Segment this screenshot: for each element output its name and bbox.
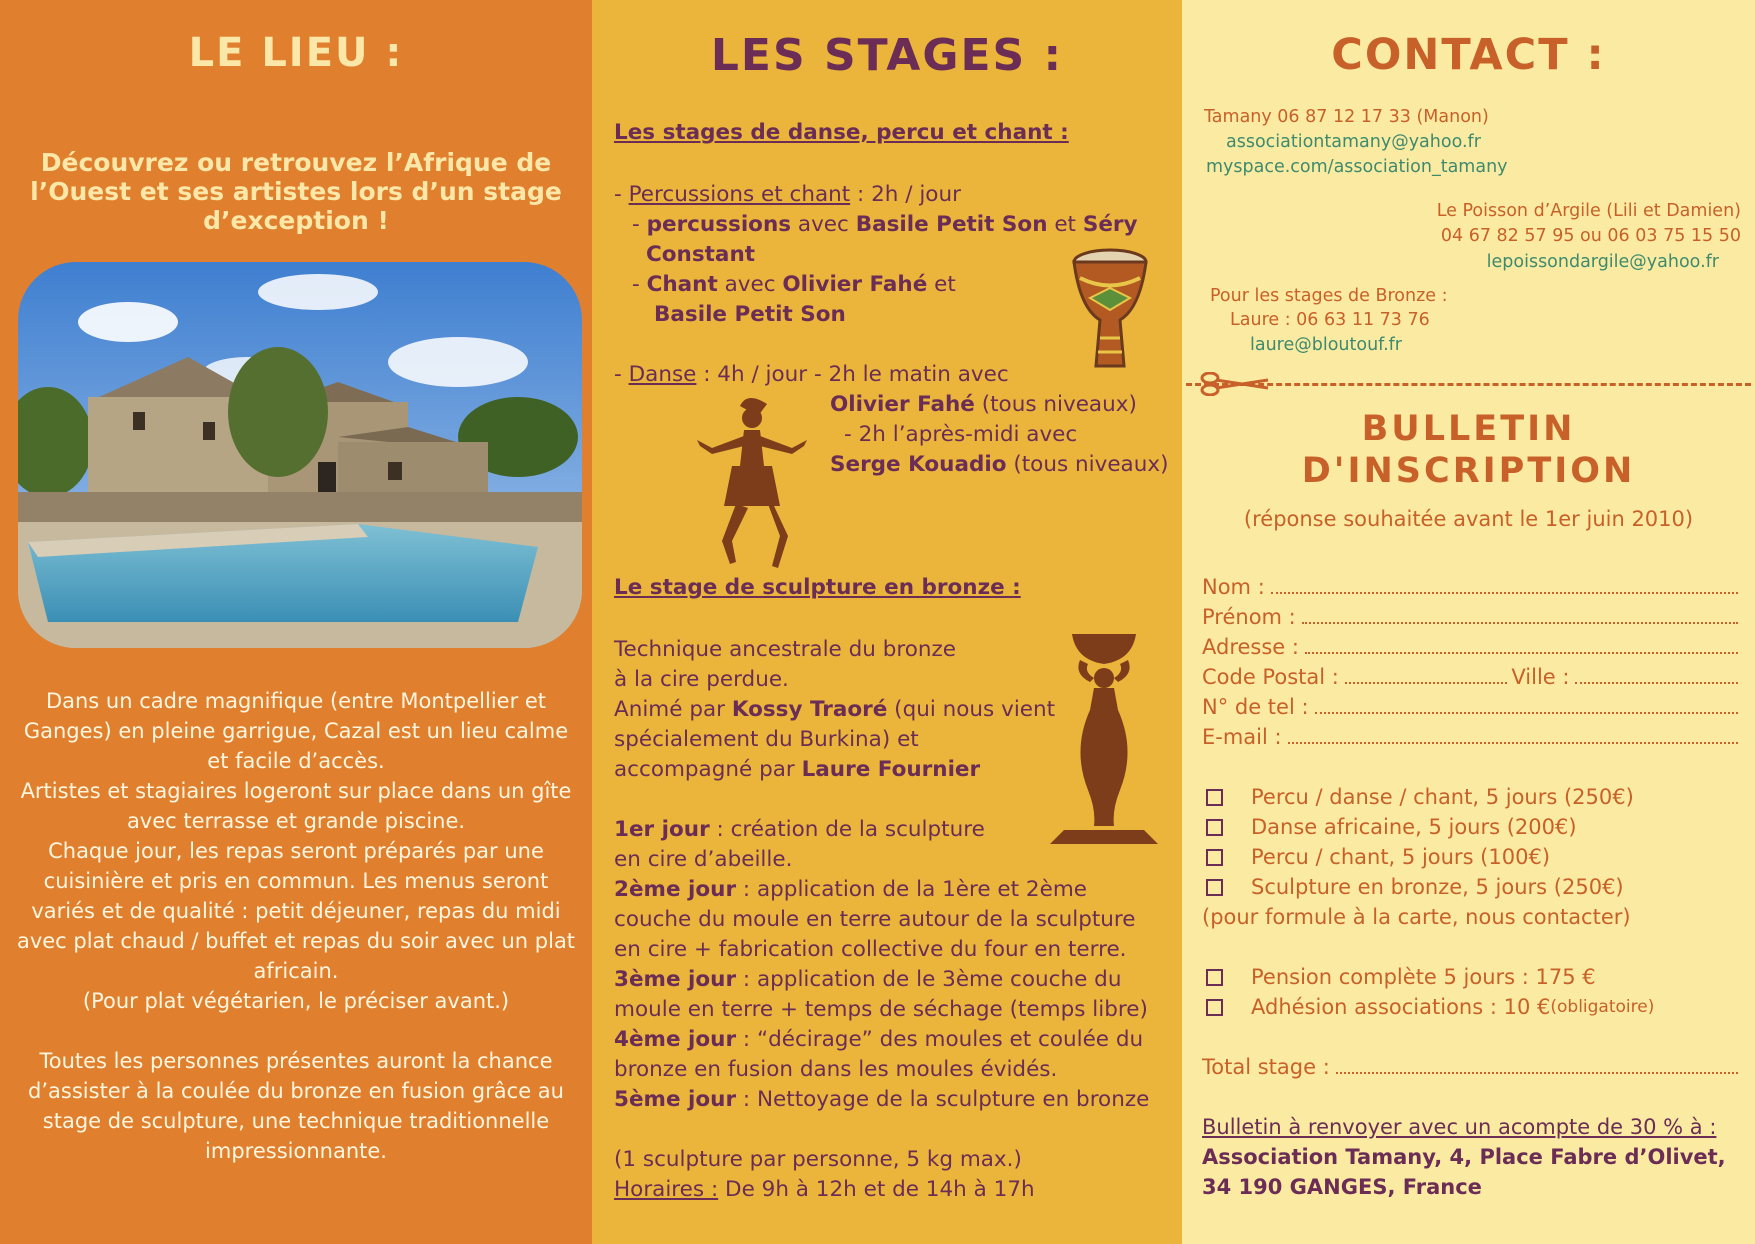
contact-poisson-email[interactable]: lepoissondargile@yahoo.fr <box>1486 252 1719 272</box>
bronze-statue-icon <box>1044 630 1164 854</box>
chant-word: Chant <box>646 272 718 297</box>
options-list <box>1202 782 1742 932</box>
option-label: Pension complète 5 jours : 175 € <box>1251 965 1596 989</box>
dancer-icon <box>692 396 812 575</box>
option-percu-chant[interactable] <box>1202 842 1742 872</box>
danse-line: - Danse : 4h / jour - 2h le matin avec <box>614 362 1009 387</box>
option-pension[interactable] <box>1202 962 1742 992</box>
day-4 <box>614 1025 1143 1055</box>
tel-line[interactable] <box>1315 692 1738 714</box>
bronze-text-2: à la cire perdue. <box>614 667 789 692</box>
bulletin-deadline: (réponse souhaitée avant le 1er juin 2010) <box>1243 507 1694 531</box>
contact-poisson-tel: 04 67 82 57 95 ou 06 03 75 15 50 <box>1440 226 1741 246</box>
contact-tamany-email[interactable]: associationtamany@yahoo.fr <box>1226 132 1481 152</box>
danse-label: Danse <box>628 362 697 387</box>
bulletin-title-1: BULLETIN <box>1361 409 1576 449</box>
option-adhesion[interactable] <box>1202 992 1742 1022</box>
chant-teacher-2 <box>654 300 846 330</box>
percu-teacher-2 <box>646 240 755 270</box>
email-field[interactable] <box>1202 722 1742 752</box>
teacher-laure: Laure Fournier <box>801 757 981 782</box>
day-1-cont: en cire d’abeille. <box>614 847 793 872</box>
niveaux: (tous niveaux) <box>974 392 1137 417</box>
checkbox[interactable] <box>1206 999 1223 1016</box>
et: et <box>1047 212 1083 237</box>
obligatoire-note: (obligatoire) <box>1550 997 1655 1017</box>
prenom-field[interactable] <box>1202 602 1742 632</box>
day-5-label: 5ème jour <box>614 1087 737 1112</box>
day-1-label: 1er jour <box>614 817 710 842</box>
teacher-basile-2: Basile Petit Son <box>654 302 846 327</box>
day-2-label: 2ème jour <box>614 877 737 902</box>
et: et <box>927 272 956 297</box>
cp-ville-field[interactable] <box>1202 662 1742 692</box>
nom-field[interactable] <box>1202 572 1742 602</box>
day-2 <box>614 875 1087 905</box>
danse-afternoon: - 2h l’après-midi avec <box>844 422 1078 447</box>
prenom-line[interactable] <box>1302 602 1738 624</box>
anime-par: Animé par <box>614 697 732 722</box>
teacher-kossy: Kossy Traoré <box>731 697 888 722</box>
cp-label: Code Postal : <box>1202 665 1339 689</box>
email-line[interactable] <box>1288 722 1738 744</box>
teacher-olivier-2: Olivier Fahé <box>830 392 975 417</box>
ville-label: Ville : <box>1511 665 1570 689</box>
horaires-text: De 9h à 12h et de 14h à 17h <box>718 1177 1035 1202</box>
tel-field[interactable] <box>1202 692 1742 722</box>
contact-poisson: Le Poisson d’Argile (Lili et Damien) <box>1436 201 1741 221</box>
spacer <box>16 1016 576 1046</box>
bronze-text-1: Technique ancestrale du bronze <box>614 637 957 662</box>
horaires-label: Horaires : <box>614 1177 719 1202</box>
bronze-heading: Le stage de sculpture en bronze : <box>614 575 1021 600</box>
percu-label: Percussions et chant <box>628 182 851 207</box>
lieu-intro: Découvrez ou retrouvez l’Afrique de l’Ouest et ses artistes lors d’un stage d’exception ! <box>30 148 562 235</box>
day-2-text: : application de la 1ère et 2ème <box>736 877 1088 902</box>
lieu-description <box>16 686 576 1166</box>
nom-line[interactable] <box>1271 572 1738 594</box>
checkbox[interactable] <box>1206 819 1223 836</box>
avec: avec <box>791 212 856 237</box>
checkbox[interactable] <box>1206 969 1223 986</box>
danse-teacher-1 <box>830 390 1137 420</box>
option-label: Sculpture en bronze, 5 jours (250€) <box>1251 875 1624 899</box>
cp-line[interactable] <box>1345 662 1508 684</box>
lieu-text-5: Toutes les personnes présentes auront la chance d’assister à la coulée du bronze en fusion grâce au stage de sculpture, une technique traditionnelle impressionnante. <box>28 1049 564 1163</box>
bulletin-form <box>1202 572 1742 752</box>
contact-bronze-label: Pour les stages de Bronze : <box>1210 286 1448 306</box>
bulletin-title-2: D'INSCRIPTION <box>1301 451 1636 491</box>
checkbox[interactable] <box>1206 849 1223 866</box>
scissors-icon <box>1200 372 1272 400</box>
day-4-label: 4ème jour <box>614 1027 737 1052</box>
danse-time: : 4h / jour - 2h le matin avec <box>696 362 1009 387</box>
address-line-1: Association Tamany, 4, Place Fabre d’Olivet, <box>1202 1145 1726 1169</box>
horaires <box>614 1175 1035 1205</box>
percu-word: percussions <box>646 212 792 237</box>
vient: (qui nous vient <box>887 697 1056 722</box>
carte-note: (pour formule à la carte, nous contacter) <box>1202 905 1631 929</box>
lieu-text-2: Artistes et stagiaires logeront sur place dans un gîte avec terrasse et grande piscine. <box>20 779 572 833</box>
option-label: Percu / danse / chant, 5 jours (250€) <box>1251 785 1634 809</box>
chant-teachers: - Chant avec Olivier Fahé et <box>632 272 956 297</box>
checkbox[interactable] <box>1206 789 1223 806</box>
lieu-text-1: Dans un cadre magnifique (entre Montpellier et Ganges) en pleine garrigue, Cazal est un lieu calme et facile d’accès. <box>23 689 569 773</box>
address-line-2: 34 190 GANGES, France <box>1202 1175 1482 1199</box>
danse-heading: Les stages de danse, percu et chant : <box>614 120 1069 145</box>
prenom-label: Prénom : <box>1202 605 1296 629</box>
nom-label: Nom : <box>1202 575 1265 599</box>
day-5 <box>614 1085 1149 1115</box>
tel-label: N° de tel : <box>1202 695 1309 719</box>
lieu-text-3: Chaque jour, les repas seront préparés par une cuisinière et pris en commun. Les menus seront variés et de qualité : petit déjeuner, repas du midi avec plat chaud / buffet et repas du soir avec un plat africain. <box>16 839 576 983</box>
contact-laure-email[interactable]: laure@bloutouf.fr <box>1250 335 1402 355</box>
accompagne-par: accompagné par <box>614 757 802 782</box>
checkbox[interactable] <box>1206 879 1223 896</box>
email-label: E-mail : <box>1202 725 1282 749</box>
niveaux: (tous niveaux) <box>1006 452 1169 477</box>
option-danse[interactable] <box>1202 812 1742 842</box>
stages-column <box>592 0 1182 1244</box>
ville-line[interactable] <box>1575 662 1738 684</box>
lieu-text-4: (Pour plat végétarien, le préciser avant.) <box>82 989 510 1013</box>
lieu-title: LE LIEU : <box>188 30 404 76</box>
contact-title: CONTACT : <box>1331 30 1606 80</box>
total-field[interactable] <box>1202 1052 1742 1082</box>
bronze-text-4: spécialement du Burkina) et <box>614 727 919 752</box>
day-1-text: : création de la sculpture <box>709 817 985 842</box>
teacher-serge: Serge Kouadio <box>830 452 1007 477</box>
avec: avec <box>717 272 783 297</box>
option-label: Adhésion associations : 10 € <box>1251 995 1551 1019</box>
teacher-constant: Constant <box>646 242 756 267</box>
total-label: Total stage : <box>1202 1055 1330 1079</box>
day-4-cont: bronze en fusion dans les moules évidés. <box>614 1057 1058 1082</box>
adresse-line[interactable] <box>1305 632 1738 654</box>
percu-line: - Percussions et chant : 2h / jour <box>614 182 961 207</box>
day-3 <box>614 965 1121 995</box>
percu-time: : 2h / jour <box>850 182 961 207</box>
sculpture-note: (1 sculpture par personne, 5 kg max.) <box>614 1147 1022 1172</box>
bronze-text-3 <box>614 695 1055 725</box>
lieu-column <box>0 0 592 1244</box>
djembe-drum-icon <box>1070 248 1150 377</box>
contact-laure: Laure : 06 63 11 73 76 <box>1230 310 1430 330</box>
day-2-cont-2: en cire + fabrication collective du four en terre. <box>614 937 1127 962</box>
teacher-sery: Séry <box>1082 212 1138 237</box>
adresse-label: Adresse : <box>1202 635 1299 659</box>
option-label: Percu / chant, 5 jours (100€) <box>1251 845 1551 869</box>
day-3-text: : application de le 3ème couche du <box>736 967 1122 992</box>
adresse-field[interactable] <box>1202 632 1742 662</box>
day-3-label: 3ème jour <box>614 967 737 992</box>
bronze-text-5 <box>614 755 980 785</box>
day-1 <box>614 815 985 845</box>
day-4-text: : “décirage” des moules et coulée du <box>736 1027 1144 1052</box>
gite-pool-photo <box>18 262 582 648</box>
contact-column <box>1182 0 1755 1244</box>
option-label: Danse africaine, 5 jours (200€) <box>1251 815 1577 839</box>
stages-title: LES STAGES : <box>710 30 1064 81</box>
option-percu-danse-chant[interactable] <box>1202 782 1742 812</box>
day-2-cont-1: couche du moule en terre autour de la sculpture <box>614 907 1136 932</box>
contact-tamany-web[interactable]: myspace.com/association_tamany <box>1206 157 1508 177</box>
danse-teacher-2 <box>830 450 1168 480</box>
pension-list <box>1202 962 1742 1022</box>
option-sculpture[interactable] <box>1202 872 1742 902</box>
teacher-olivier: Olivier Fahé <box>782 272 928 297</box>
total-line[interactable] <box>1336 1052 1738 1074</box>
day-3-cont: moule en terre + temps de séchage (temps libre) <box>614 997 1148 1022</box>
percu-teachers: - percussions avec Basile Petit Son et Séry <box>632 212 1138 237</box>
day-5-text: : Nettoyage de la sculpture en bronze <box>736 1087 1150 1112</box>
teacher-basile: Basile Petit Son <box>855 212 1048 237</box>
contact-tamany: Tamany 06 87 12 17 33 (Manon) <box>1204 107 1489 127</box>
renvoyer-text: Bulletin à renvoyer avec un acompte de 30 % à : <box>1202 1115 1717 1139</box>
